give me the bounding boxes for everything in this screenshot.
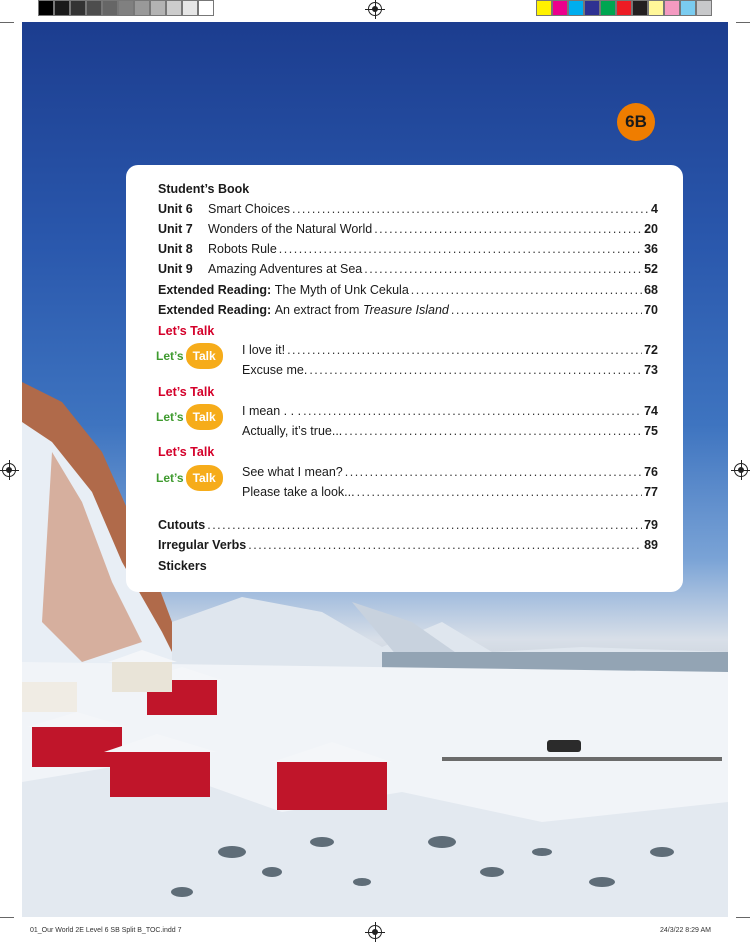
extended-reading-label: Extended Reading: — [158, 303, 272, 317]
table-of-contents-card — [126, 165, 683, 592]
lets-talk-logo — [156, 463, 223, 493]
toc-row-talk[interactable] — [242, 485, 658, 503]
talk-title: See what I mean? — [242, 465, 343, 479]
talk-bubble: Talk — [186, 465, 223, 491]
lets-talk-heading: Let’s Talk — [158, 385, 215, 399]
dot-leader — [374, 222, 642, 236]
toc-row-stickers[interactable]: Stickers — [158, 559, 207, 573]
unit-label: Unit 6 — [158, 202, 193, 216]
file-slug: 01_Our World 2E Level 6 SB Split B_TOC.indd 7 — [30, 927, 182, 934]
crop-mark — [736, 917, 750, 918]
talk-title: Please take a look... — [242, 485, 355, 499]
dot-leader — [364, 262, 642, 276]
dot-leader — [309, 363, 642, 377]
toc-row-unit-6[interactable] — [158, 202, 658, 220]
lets-text: Let’s — [156, 410, 184, 424]
registration-mark-left — [2, 463, 16, 477]
extended-reading-title-italic: Treasure Island — [362, 303, 449, 317]
unit-title: Robots Rule — [208, 242, 277, 256]
dot-leader — [287, 343, 642, 357]
lets-talk-logo — [156, 341, 223, 371]
toc-row-irregular-verbs[interactable] — [158, 538, 658, 556]
dot-leader — [303, 404, 642, 418]
page-number: 68 — [644, 283, 658, 297]
toc-heading: Student’s Book — [158, 182, 250, 196]
toc-row-talk[interactable] — [242, 343, 658, 361]
lets-text: Let’s — [156, 349, 184, 363]
back-label: Cutouts — [158, 518, 206, 532]
grayscale-color-bar — [38, 0, 214, 17]
page-number: 20 — [644, 222, 658, 236]
extended-reading-title: The Myth of Unk Cekula — [274, 283, 409, 297]
toc-row-extended-reading-2[interactable] — [158, 303, 658, 321]
lets-talk-heading: Let’s Talk — [158, 324, 215, 338]
unit-title: Smart Choices — [208, 202, 290, 216]
toc-row-unit-9[interactable] — [158, 262, 658, 280]
toc-row-cutouts[interactable] — [158, 518, 658, 536]
page-number: 52 — [644, 262, 658, 276]
toc-row-talk[interactable] — [242, 465, 658, 483]
dot-leader — [344, 424, 642, 438]
page-number: 4 — [651, 202, 658, 216]
talk-title: I mean . . . — [242, 404, 302, 418]
registration-mark-right — [734, 463, 748, 477]
dot-leader — [357, 485, 643, 499]
registration-mark-top — [368, 2, 382, 16]
toc-row-unit-8[interactable] — [158, 242, 658, 260]
page-number: 89 — [644, 538, 658, 552]
talk-bubble: Talk — [186, 343, 223, 369]
page-number: 75 — [644, 424, 658, 438]
page-number: 36 — [644, 242, 658, 256]
crop-mark — [0, 22, 14, 23]
page-number: 73 — [644, 363, 658, 377]
talk-title: I love it! — [242, 343, 286, 357]
date-slug: 24/3/22 8:29 AM — [660, 927, 711, 934]
page-number: 76 — [644, 465, 658, 479]
dot-leader — [292, 202, 649, 216]
lets-talk-heading: Let’s Talk — [158, 445, 215, 459]
unit-title: Wonders of the Natural World — [208, 222, 373, 236]
lets-talk-logo — [156, 402, 223, 432]
registration-mark-bottom — [368, 925, 382, 939]
page-number: 72 — [644, 343, 658, 357]
dot-leader — [248, 538, 642, 552]
talk-title: Excuse me. — [242, 363, 308, 377]
unit-label: Unit 8 — [158, 242, 193, 256]
toc-row-talk[interactable] — [242, 424, 658, 442]
dot-leader — [411, 283, 642, 297]
process-color-bar — [536, 0, 712, 17]
dot-leader — [279, 242, 642, 256]
page-number: 74 — [644, 404, 658, 418]
talk-bubble: Talk — [186, 404, 223, 430]
toc-row-unit-7[interactable] — [158, 222, 658, 240]
dot-leader — [345, 465, 642, 479]
extended-reading-label: Extended Reading: — [158, 283, 272, 297]
page-number: 79 — [644, 518, 658, 532]
toc-row-talk[interactable] — [242, 404, 658, 422]
extended-reading-title-prefix: An extract from — [274, 303, 360, 317]
page-number: 70 — [644, 303, 658, 317]
toc-row-talk[interactable] — [242, 363, 658, 381]
crop-mark — [0, 917, 14, 918]
crop-mark — [736, 22, 750, 23]
unit-label: Unit 9 — [158, 262, 193, 276]
toc-row-extended-reading-1[interactable] — [158, 283, 658, 301]
unit-label: Unit 7 — [158, 222, 193, 236]
dot-leader — [207, 518, 642, 532]
page-number: 77 — [644, 485, 658, 499]
unit-title: Amazing Adventures at Sea — [208, 262, 363, 276]
back-label: Irregular Verbs — [158, 538, 247, 552]
dot-leader — [451, 303, 642, 317]
level-badge: 6B — [617, 103, 655, 141]
lets-text: Let’s — [156, 471, 184, 485]
talk-title: Actually, it’s true... — [242, 424, 343, 438]
